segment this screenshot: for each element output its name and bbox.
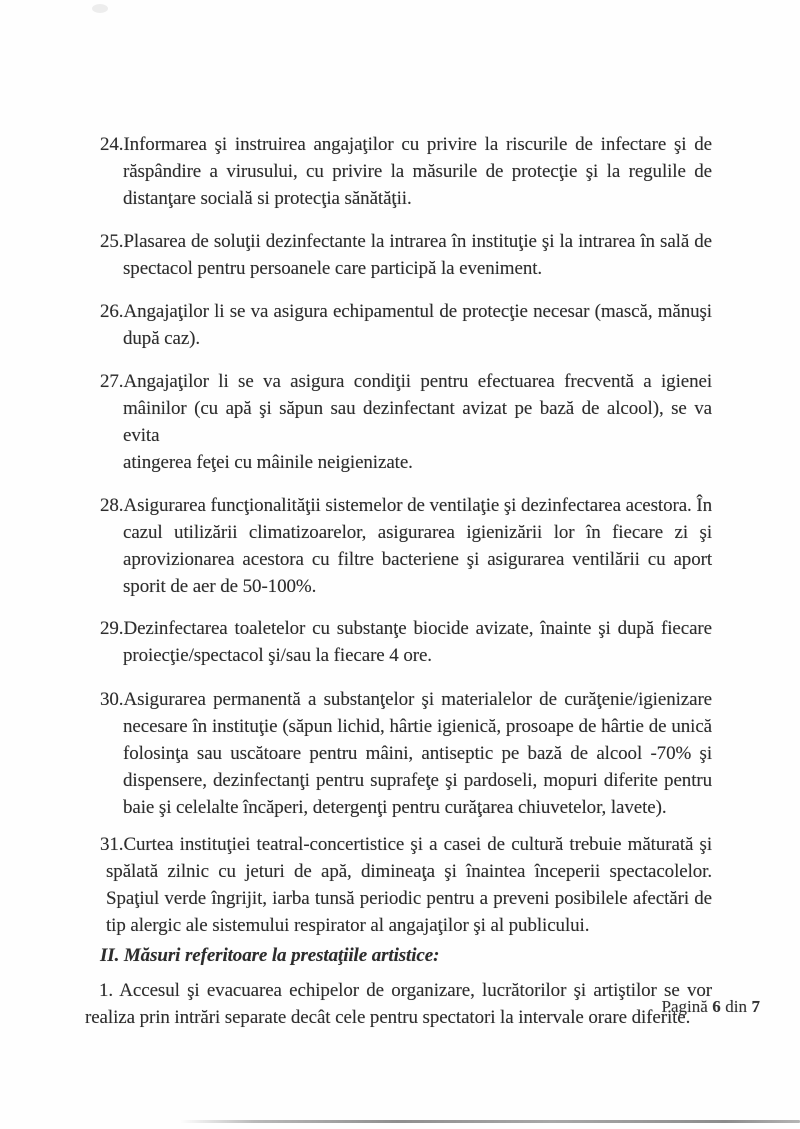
list-item-30 <box>100 686 712 821</box>
text-line: distanţare socială si protecţia sănătăţii. <box>123 188 412 209</box>
text-line: Spaţiul verde îngrijit, iarba tunsă periodic pentru a preveni posibilele afectări de <box>106 888 712 909</box>
text-line: spectacol pentru persoanele care participă la eveniment. <box>123 258 543 279</box>
text-line <box>100 831 712 858</box>
item-text: Asigurarea funcţionalităţii sistemelor de ventilaţie şi dezinfectarea acestora. În <box>123 495 712 516</box>
item-text: Dezinfectarea toaletelor cu substanţe biocide avizate, înainte şi după fiecare <box>123 618 712 639</box>
text-line <box>100 686 712 713</box>
text-line: proiecţie/spectacol şi/sau la fiecare 4 ore. <box>123 645 432 666</box>
text-line: mâinilor (cu apă şi săpun sau dezinfectant avizat pe bază de alcool), se va evita <box>123 398 712 446</box>
scan-page-edge <box>180 1120 800 1123</box>
item-number: 30. <box>100 689 124 710</box>
section-heading: II. Măsuri referitoare la prestaţiile artistice: <box>100 945 440 966</box>
list-item-29 <box>100 615 712 669</box>
item-text: Curtea instituţiei teatral-concertistice şi a casei de cultură trebuie măturată şi <box>123 834 712 855</box>
list-item-27 <box>100 368 712 476</box>
text-line: baie şi celelalte încăperi, detergenţi pentru curăţarea chiuvetelor, lavete). <box>123 797 667 818</box>
text-line: atingerea feţei cu mâinile neigienizate. <box>123 452 413 473</box>
footer-label: Pagină <box>661 997 708 1016</box>
text-line: necesare în instituţie (săpun lichid, hârtie igienică, prosoape de hârtie de unică <box>123 716 712 737</box>
item-text: Asigurarea permanentă a substanţelor şi materialelor de curăţenie/igienizare <box>123 689 712 710</box>
text-line: tip alergic ale sistemului respirator al angajaţilor şi al publicului. <box>106 915 590 936</box>
text-line: sporit de aer de 50-100%. <box>123 576 317 597</box>
text-line: folosinţa sau uscătoare pentru mâini, antiseptic pe bază de alcool -70% şi <box>123 743 712 764</box>
list-item-26 <box>100 298 712 352</box>
text-line: 1. Accesul şi evacuarea echipelor de organizare, lucrătorilor şi artiştilor se vor <box>99 980 712 1001</box>
text-line: cazul utilizării climatizoarelor, asigurarea igienizării lor în fiecare zi şi <box>123 522 712 543</box>
item-number: 24. <box>100 134 124 155</box>
list-item-24 <box>100 131 712 212</box>
text-line <box>100 131 712 158</box>
text-line: după caz). <box>123 328 201 349</box>
text-line <box>100 368 712 395</box>
text-line <box>100 492 712 519</box>
text-line: realiza prin intrări separate decât cele pentru spectatori la intervale orare diferite. <box>85 1007 691 1028</box>
item-number: 28. <box>100 495 124 516</box>
document-body <box>85 131 712 1031</box>
text-line: aprovizionarea acestora cu filtre bacteriene şi asigurarea ventilării cu aport <box>123 549 712 570</box>
text-line <box>100 615 712 642</box>
text-line: răspândire a virusului, cu privire la măsurile de protecţie şi la regulile de <box>123 161 712 182</box>
footer-separator: din <box>725 997 747 1016</box>
text-line <box>100 228 712 255</box>
page-footer <box>661 997 760 1017</box>
text-line: spălată zilnic cu jeturi de apă, dimineaţa şi înaintea începerii spectacolelor. <box>106 861 712 882</box>
item-text: Plasarea de soluţii dezinfectante la intrarea în instituţie şi la intrarea în sală de <box>123 231 712 252</box>
paragraph-1 <box>85 977 712 1031</box>
list-item-28 <box>100 492 712 600</box>
text-line: dispensere, dezinfectanţi pentru suprafeţe şi pardoseli, mopuri diferite pentru <box>123 770 712 791</box>
list-item-25 <box>100 228 712 282</box>
text-line <box>100 298 712 325</box>
item-number: 31. <box>100 834 124 855</box>
list-item-31 <box>100 831 712 939</box>
item-number: 26. <box>100 301 124 322</box>
item-text: Angajaţilor li se va asigura echipamentul de protecţie necesar (mască, mănuşi <box>123 301 712 322</box>
item-number: 29. <box>100 618 124 639</box>
item-text: Informarea şi instruirea angajaţilor cu privire la riscurile de infectare şi de <box>123 134 712 155</box>
item-number: 27. <box>100 371 124 392</box>
scan-smudge-artifact <box>92 4 108 13</box>
item-text: Angajaţilor li se va asigura condiţii pentru efectuarea frecventă a igienei <box>123 371 712 392</box>
footer-total-pages: 7 <box>751 997 760 1016</box>
footer-page-number: 6 <box>712 997 721 1016</box>
item-number: 25. <box>100 231 124 252</box>
